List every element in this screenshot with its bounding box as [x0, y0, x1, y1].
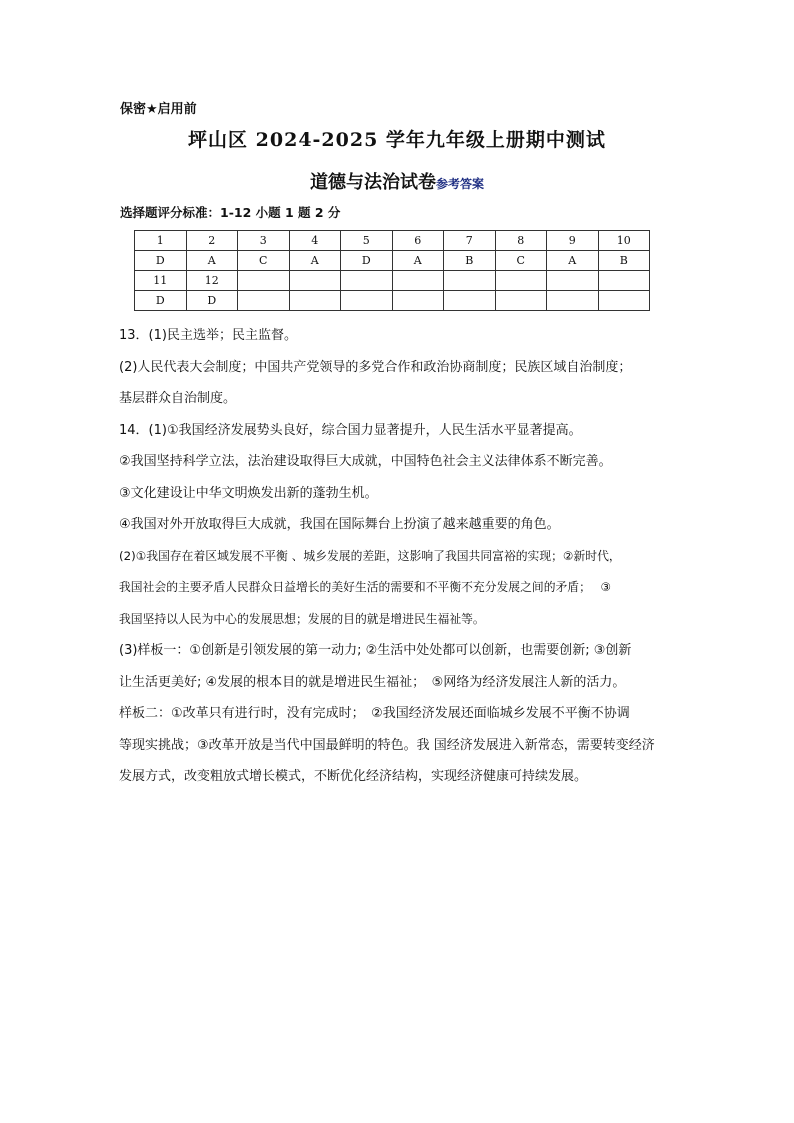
- table-cell: D: [135, 251, 187, 271]
- answer-line: 14．(1)①我国经济发展势头良好，综合国力显著提升，人民生活水平显著提高。: [119, 422, 582, 438]
- table-cell: 5: [341, 231, 393, 251]
- table-cell: 12: [186, 271, 238, 291]
- table-cell: 1: [135, 231, 187, 251]
- table-cell: 10: [598, 231, 650, 251]
- table-cell: 8: [495, 231, 547, 251]
- answer-line: (2)人民代表大会制度；中国共产党领导的多党合作和政治协商制度；民族区域自治制度；: [119, 359, 632, 375]
- table-cell: [598, 271, 650, 291]
- table-cell: 6: [392, 231, 444, 251]
- table-cell: D: [135, 291, 187, 311]
- answer-line: (2)①我国存在着区域发展不平衡 、城乡发展的差距，这影响了我国共同富裕的实现；②新时代，: [119, 548, 621, 563]
- answer-line: (3)样板一：①创新是引领发展的第一动力; ②生活中处处都可以创新，也需要创新; ③创新: [119, 643, 632, 658]
- table-row: [135, 231, 650, 251]
- table-cell: [495, 271, 547, 291]
- exam-title: 坪山区 2024-2025 学年九年级上册期中测试: [188, 129, 606, 151]
- table-cell: D: [341, 251, 393, 271]
- table-cell: B: [598, 251, 650, 271]
- table-cell: D: [186, 291, 238, 311]
- table-cell: [289, 271, 341, 291]
- exam-subtitle: [0, 168, 794, 194]
- answer-line: 等现实挑战；③改革开放是当代中国最鲜明的特色。我 国经济发展进入新常态，需要转变经济: [119, 737, 655, 753]
- answer-line: 发展方式，改变粗放式增长模式，不断优化经济结构，实现经济健康可持续发展。: [119, 769, 588, 784]
- table-cell: [444, 271, 496, 291]
- table-cell: [392, 291, 444, 311]
- table-cell: [238, 271, 290, 291]
- table-cell: [392, 271, 444, 291]
- table-cell: [598, 291, 650, 311]
- table-cell: 9: [547, 231, 599, 251]
- answer-line: 让生活更美好; ④发展的根本目的就是增进民生福祉； ⑤网络为经济发展注人新的活力。: [119, 674, 626, 690]
- table-cell: [341, 271, 393, 291]
- table-cell: A: [547, 251, 599, 271]
- table-cell: 11: [135, 271, 187, 291]
- table-cell: [289, 291, 341, 311]
- subtitle-main: 道德与法治试卷: [309, 172, 436, 193]
- table-row: [135, 291, 650, 311]
- answer-line: ③文化建设让中华文明焕发出新的蓬勃生机。: [119, 485, 378, 501]
- answer-line: 基层群众自治制度。: [119, 391, 237, 406]
- answer-line: 13．(1)民主选举；民主监督。: [119, 328, 297, 343]
- table-cell: [341, 291, 393, 311]
- table-row: [135, 251, 650, 271]
- table-cell: 4: [289, 231, 341, 251]
- table-cell: [547, 291, 599, 311]
- table-cell: A: [289, 251, 341, 271]
- table-cell: [547, 271, 599, 291]
- table-cell: A: [392, 251, 444, 271]
- table-cell: 3: [238, 231, 290, 251]
- answer-line: 我国坚持以人民为中心的发展思想；发展的目的就是增进民生福祉等。: [119, 611, 485, 626]
- table-cell: [238, 291, 290, 311]
- table-cell: C: [495, 251, 547, 271]
- table-row: [135, 271, 650, 291]
- answer-line: ④我国对外开放取得巨大成就，我国在国际舞台上扮演了越来越重要的角色。: [119, 517, 560, 532]
- answer-line: 样板二：①改革只有进行时，没有完成时； ②我国经济发展还面临城乡发展不平衡不协调: [119, 706, 630, 721]
- answer-text: [119, 320, 679, 793]
- table-cell: 2: [186, 231, 238, 251]
- answer-line: ②我国坚持科学立法，法治建设取得巨大成就，中国特色社会主义法律体系不断完善。: [119, 454, 612, 469]
- table-cell: A: [186, 251, 238, 271]
- confidential-label: 保密★启用前: [120, 102, 197, 117]
- table-cell: 7: [444, 231, 496, 251]
- answer-key-note: 参考答案: [435, 177, 484, 191]
- table-cell: [495, 291, 547, 311]
- table-cell: C: [238, 251, 290, 271]
- answer-table: [134, 230, 650, 311]
- scoring-rule: 选择题评分标准：1-12 小题 1 题 2 分: [120, 205, 341, 220]
- answer-line: 我国社会的主要矛盾人民群众日益增长的美好生活的需要和不平衡不充分发展之间的矛盾； ③: [119, 580, 612, 594]
- table-cell: B: [444, 251, 496, 271]
- table-cell: [444, 291, 496, 311]
